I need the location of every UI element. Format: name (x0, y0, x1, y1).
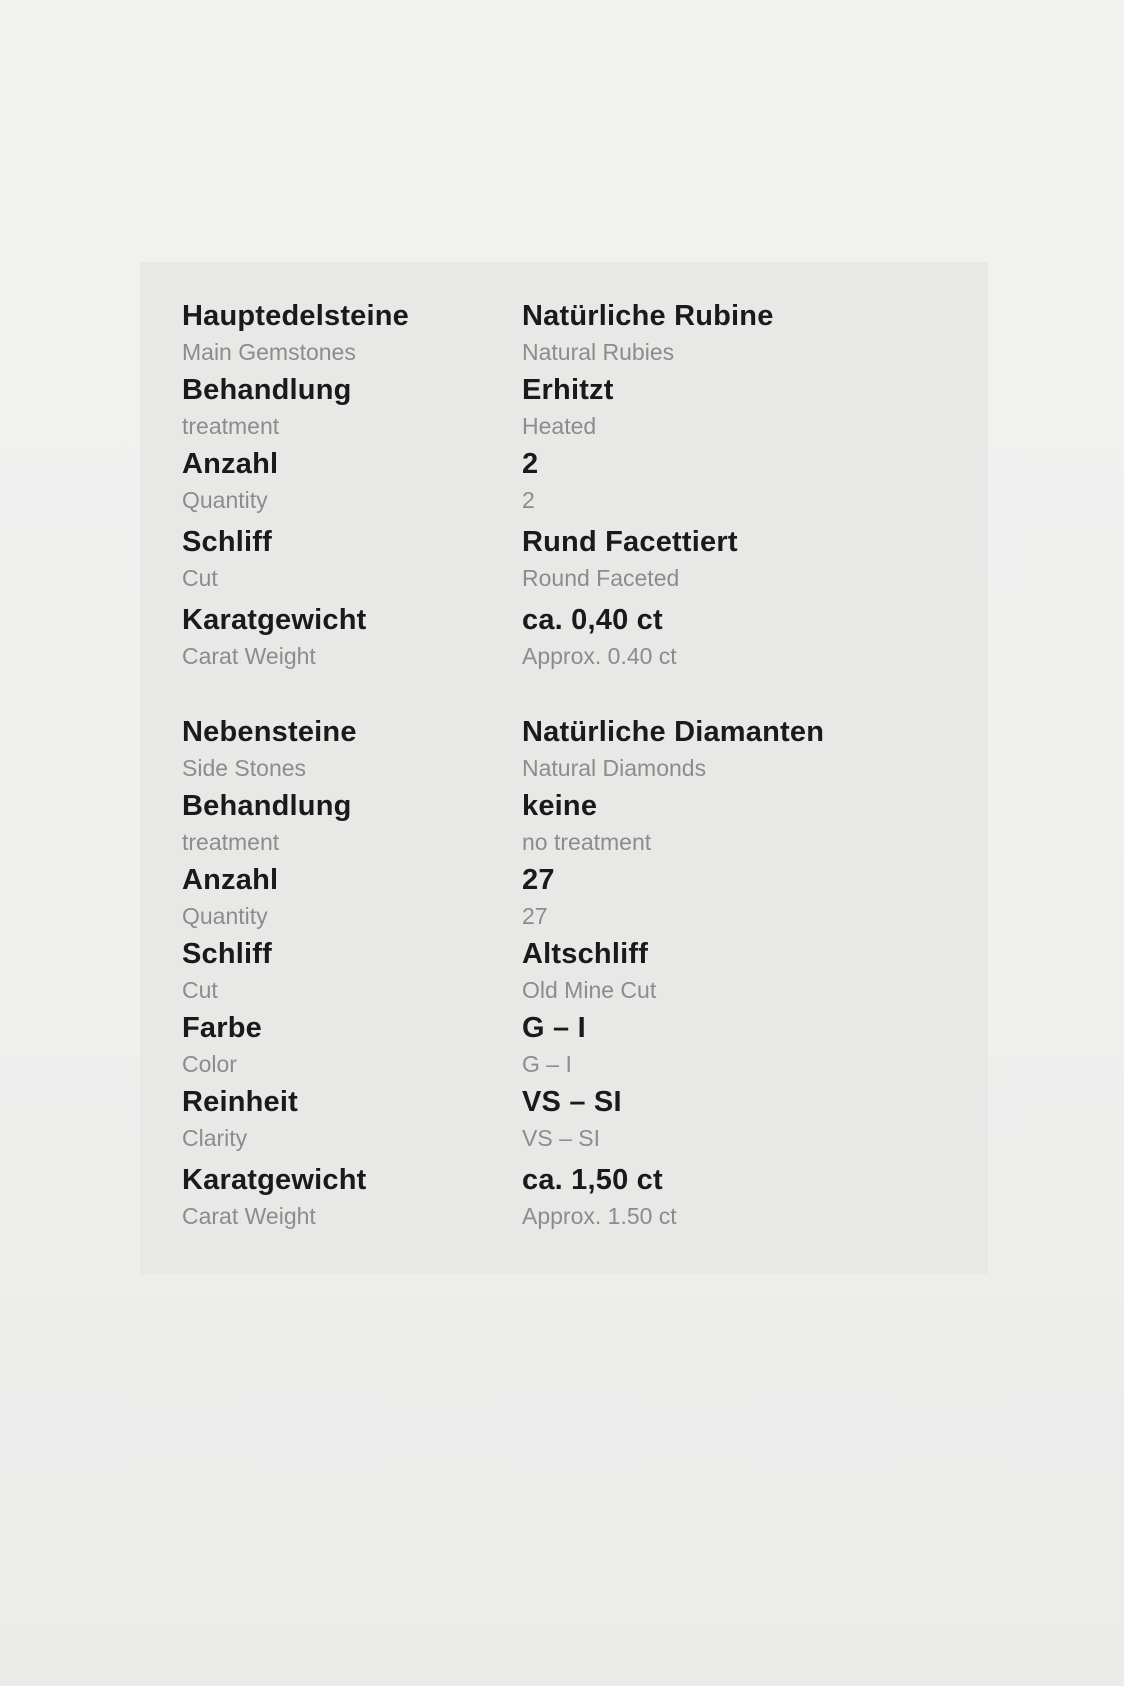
value-de: G – I (522, 1012, 586, 1044)
value-en: 2 (522, 487, 535, 513)
value-en: Natural Diamonds (522, 755, 707, 781)
value-en: no treatment (522, 829, 652, 855)
side-clarity-row (140, 1084, 988, 1158)
label-de: Karatgewicht (182, 604, 367, 636)
main-gemstones-value (522, 298, 774, 370)
value-de: VS – SI (522, 1086, 622, 1118)
side-treatment-value (522, 788, 651, 860)
side-carat-label (182, 1162, 367, 1234)
side-quantity-label (182, 862, 278, 934)
side-carat-value (522, 1162, 677, 1234)
value-en: Approx. 1.50 ct (522, 1203, 677, 1229)
label-en: Cut (182, 565, 218, 591)
value-de: Natürliche Diamanten (522, 716, 825, 748)
value-en: G – I (522, 1051, 572, 1077)
label-de: Hauptedelsteine (182, 300, 409, 332)
value-de: Altschliff (522, 938, 649, 970)
main-carat-value (522, 602, 677, 674)
value-de: ca. 1,50 ct (522, 1164, 663, 1196)
main-cut-row (140, 524, 988, 598)
main-treatment-label (182, 372, 352, 444)
label-en: Cut (182, 977, 218, 1003)
label-de: Behandlung (182, 790, 352, 822)
main-carat-row (140, 602, 988, 676)
value-de: keine (522, 790, 598, 822)
label-en: Carat Weight (182, 643, 316, 669)
side-stones-value (522, 714, 824, 786)
main-quantity-label (182, 446, 278, 518)
label-en: treatment (182, 829, 280, 855)
label-de: Nebensteine (182, 716, 357, 748)
side-quantity-value (522, 862, 555, 934)
label-de: Behandlung (182, 374, 352, 406)
main-quantity-value (522, 446, 538, 518)
value-en: Natural Rubies (522, 339, 675, 365)
main-treatment-value (522, 372, 614, 444)
side-quantity-row (140, 862, 988, 936)
side-clarity-label (182, 1084, 298, 1156)
label-de: Anzahl (182, 448, 279, 480)
side-carat-row (140, 1162, 988, 1236)
side-cut-value (522, 936, 656, 1008)
label-en: Clarity (182, 1125, 248, 1151)
side-treatment-label (182, 788, 352, 860)
value-en: Approx. 0.40 ct (522, 643, 677, 669)
value-en: Heated (522, 413, 597, 439)
label-de: Schliff (182, 938, 273, 970)
value-en: Old Mine Cut (522, 977, 657, 1003)
main-cut-value (522, 524, 738, 596)
label-en: Side Stones (182, 755, 307, 781)
side-color-value (522, 1010, 586, 1082)
label-en: Main Gemstones (182, 339, 356, 365)
side-color-label (182, 1010, 262, 1082)
label-en: Color (182, 1051, 237, 1077)
value-de: ca. 0,40 ct (522, 604, 663, 636)
side-color-row (140, 1010, 988, 1084)
label-en: treatment (182, 413, 280, 439)
gemstone-spec-panel (140, 262, 988, 1274)
side-stones-label (182, 714, 357, 786)
value-en: 27 (522, 903, 548, 929)
label-en: Quantity (182, 487, 268, 513)
main-cut-label (182, 524, 272, 596)
value-de: Rund Facettiert (522, 526, 738, 558)
value-en: VS – SI (522, 1125, 600, 1151)
side-stones-header-row (140, 714, 988, 788)
side-cut-row (140, 936, 988, 1010)
label-de: Schliff (182, 526, 273, 558)
main-gemstones-label (182, 298, 409, 370)
label-en: Carat Weight (182, 1203, 316, 1229)
main-quantity-row (140, 446, 988, 520)
side-treatment-row (140, 788, 988, 862)
value-de: 2 (522, 448, 539, 480)
value-de: Natürliche Rubine (522, 300, 774, 332)
label-de: Anzahl (182, 864, 279, 896)
side-cut-label (182, 936, 272, 1008)
main-gemstones-header-row (140, 298, 988, 372)
label-de: Farbe (182, 1012, 262, 1044)
value-de: Erhitzt (522, 374, 614, 406)
side-clarity-value (522, 1084, 622, 1156)
main-treatment-row (140, 372, 988, 446)
label-en: Quantity (182, 903, 268, 929)
value-en: Round Faceted (522, 565, 680, 591)
label-de: Reinheit (182, 1086, 298, 1118)
main-carat-label (182, 602, 367, 674)
label-de: Karatgewicht (182, 1164, 367, 1196)
value-de: 27 (522, 864, 555, 896)
